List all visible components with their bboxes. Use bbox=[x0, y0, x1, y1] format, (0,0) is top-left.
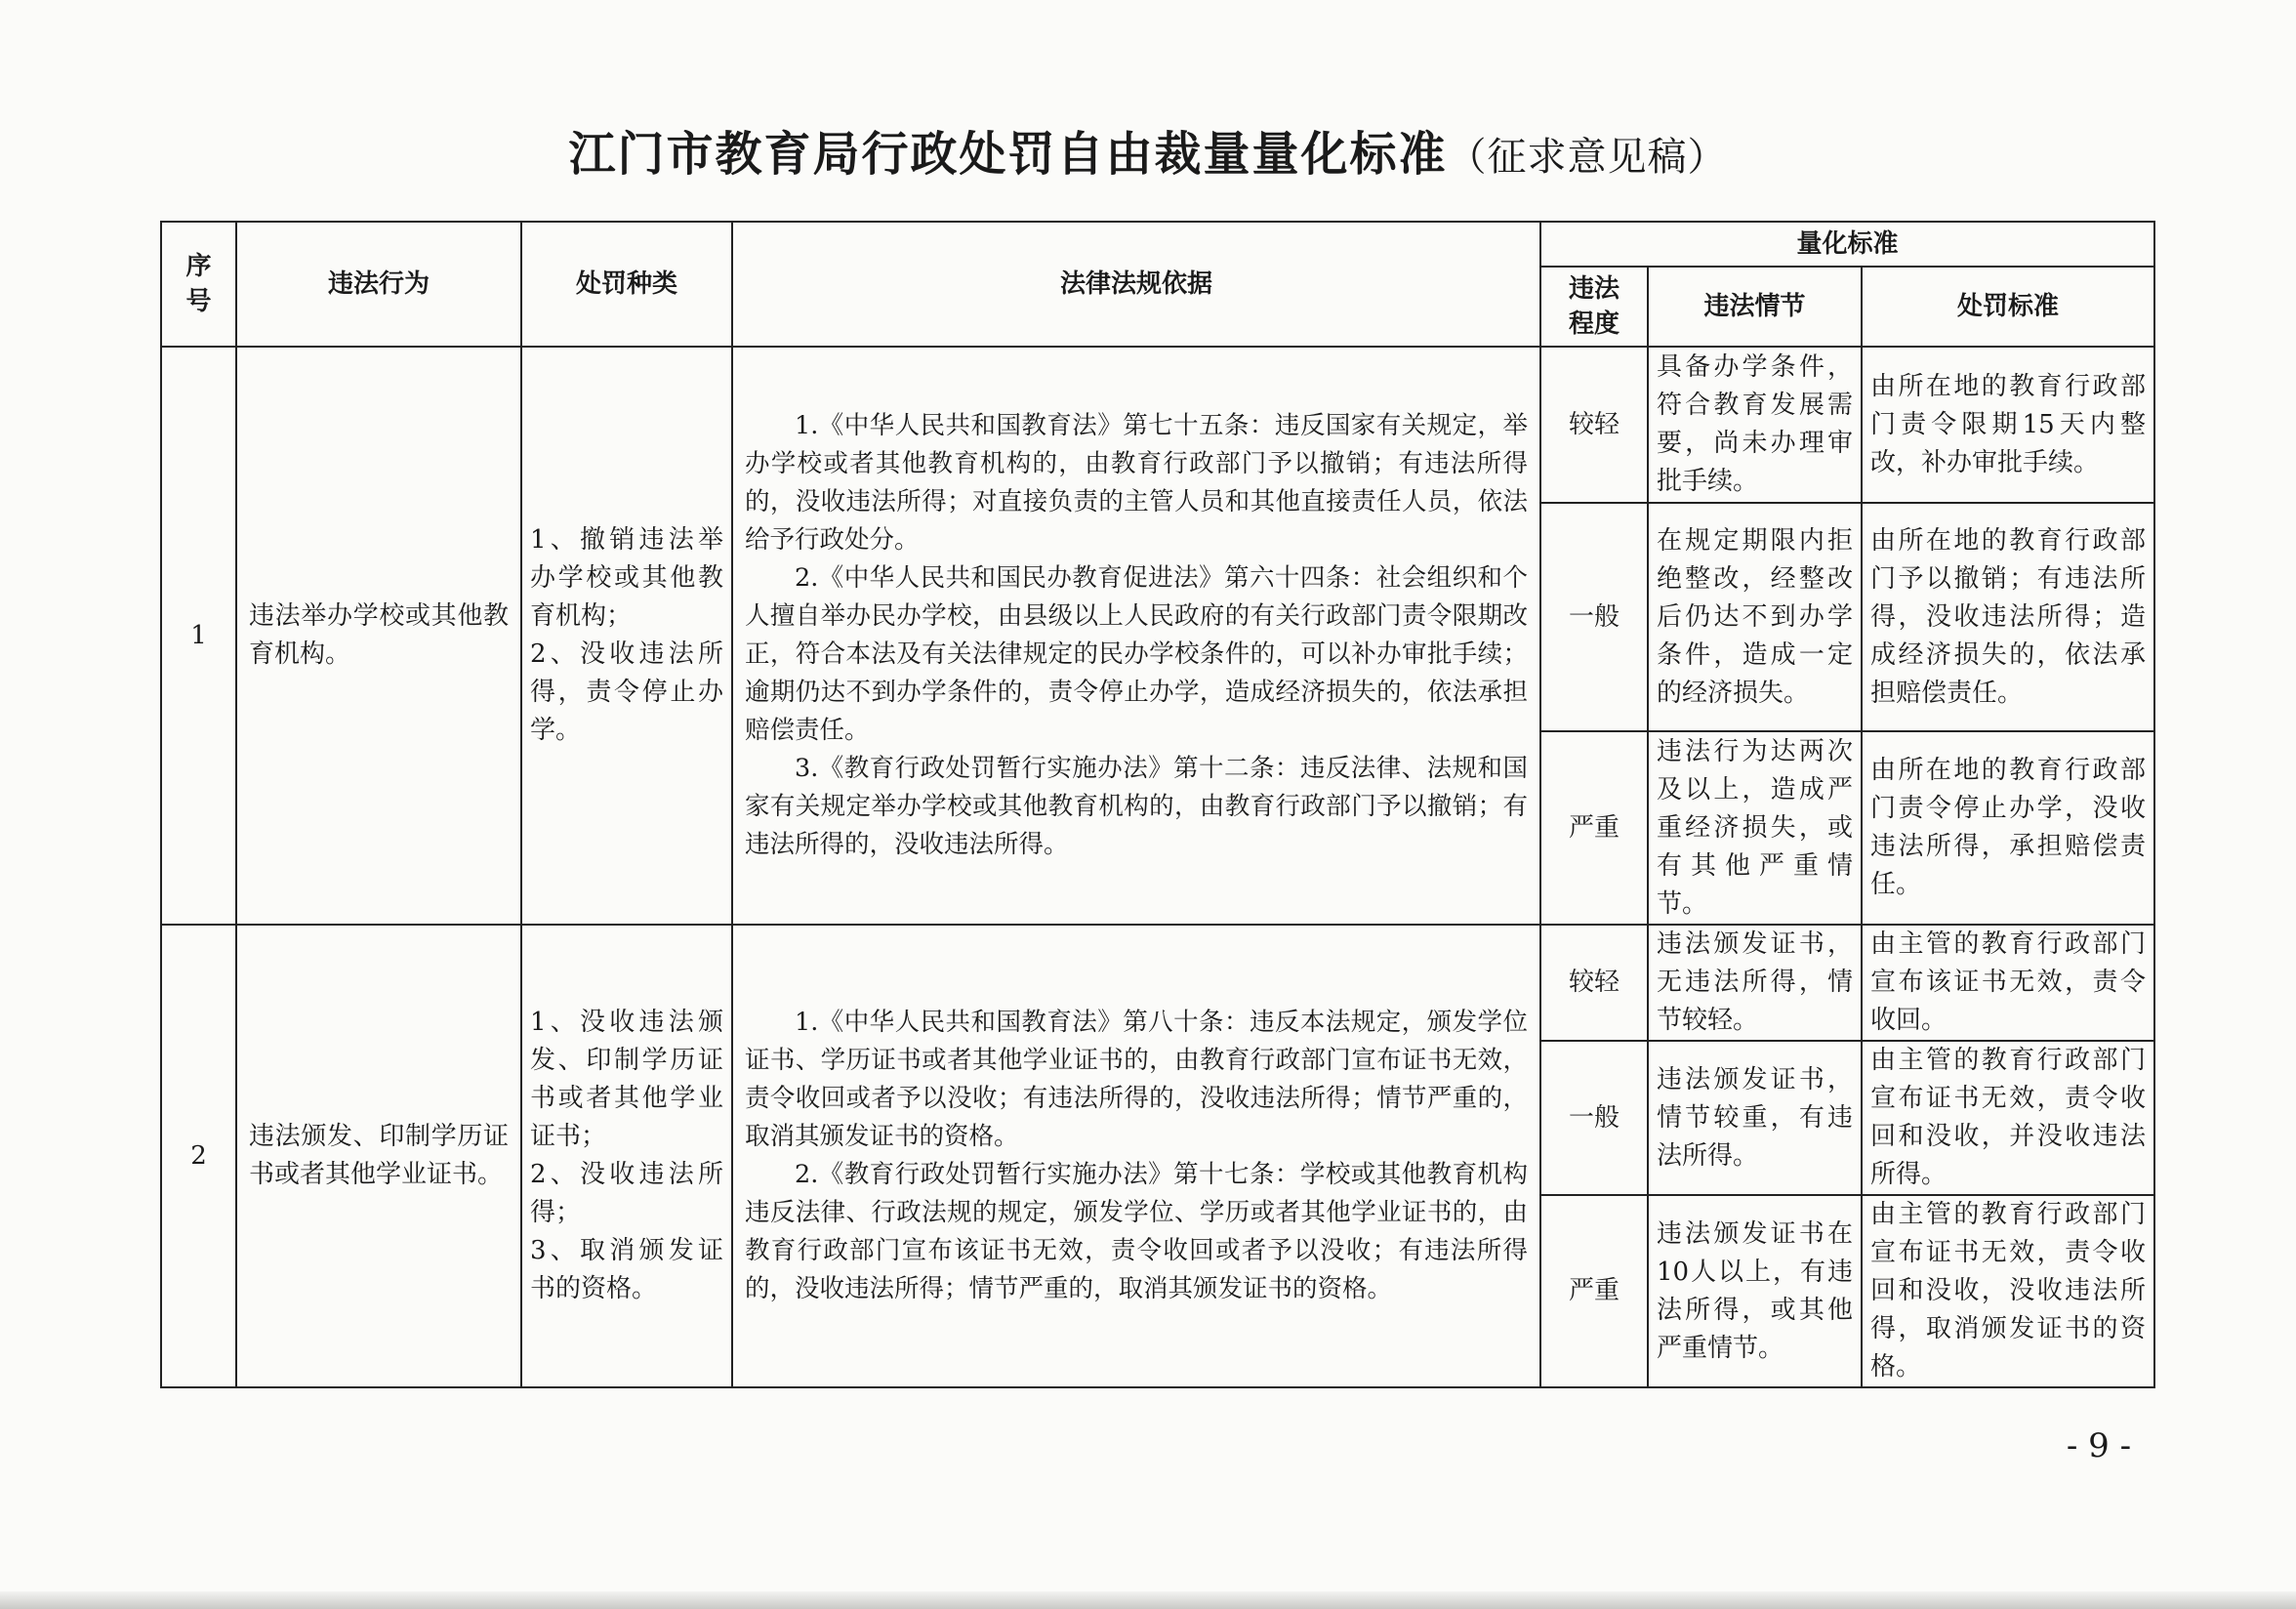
std-cell: 由主管的教育行政部门宣布证书无效，责令收回和没收，并没收违法所得。 bbox=[1862, 1041, 2154, 1195]
degree-cell: 较轻 bbox=[1540, 925, 1648, 1041]
std-cell: 由所在地的教育行政部门责令限期15天内整改，补办审批手续。 bbox=[1862, 347, 2154, 503]
basis-item: 1.《中华人民共和国教育法》第八十条：违反本法规定，颁发学位证书、学历证书或者其他学业证书的，由教育行政部门宣布证书无效，责令收回或者予以没收；有违法所得的，没收违法所得；情节严重的，取消其颁发证书的资格。 bbox=[745, 1008, 1528, 1151]
title-main: 江门市教育局行政处罚自由裁量量化标准 bbox=[568, 127, 1448, 182]
header-quant: 量化标准 bbox=[1540, 222, 2154, 267]
page-title bbox=[0, 115, 2296, 193]
scan-edge bbox=[0, 1591, 2296, 1609]
page-number: - 9 - bbox=[2066, 1426, 2132, 1465]
circ-cell: 违法颁发证书在10人以上，有违法所得，或其他严重情节。 bbox=[1648, 1195, 1862, 1387]
header-basis: 法律法规依据 bbox=[732, 222, 1540, 347]
table-row bbox=[161, 347, 2154, 503]
row-seq: 2 bbox=[161, 925, 236, 1387]
std-cell: 由所在地的教育行政部门予以撤销；有违法所得，没收违法所得；造成经济损失的，依法承担赔偿责任。 bbox=[1862, 503, 2154, 731]
std-cell: 由所在地的教育行政部门责令停止办学，没收违法所得，承担赔偿责任。 bbox=[1862, 731, 2154, 925]
header-circ: 违法情节 bbox=[1648, 267, 1862, 347]
degree-cell: 一般 bbox=[1540, 503, 1648, 731]
header-degree: 违法程度 bbox=[1540, 267, 1648, 347]
row-basis bbox=[732, 925, 1540, 1387]
std-cell: 由主管的教育行政部门宣布该证书无效，责令收回。 bbox=[1862, 925, 2154, 1041]
row-act: 违法颁发、印制学历证书或者其他学业证书。 bbox=[236, 925, 521, 1387]
basis-item: 1.《中华人民共和国教育法》第七十五条：违反国家有关规定，举办学校或者其他教育机构的，由教育行政部门予以撤销；有违法所得的，没收违法所得；对直接负责的主管人员和其他直接责任人员，依法给予行政处分。 bbox=[745, 411, 1528, 555]
circ-cell: 具备办学条件，符合教育发展需要，尚未办理审批手续。 bbox=[1648, 347, 1862, 503]
row-type: 1、没收违法颁发、印制学历证书或者其他学业证书； 2、没收违法所得； 3、取消颁发证书的资格。 bbox=[521, 925, 732, 1387]
row-basis bbox=[732, 347, 1540, 925]
std-cell: 由主管的教育行政部门宣布证书无效，责令收回和没收，没收违法所得，取消颁发证书的资格。 bbox=[1862, 1195, 2154, 1387]
circ-cell: 违法颁发证书，情节较重，有违法所得。 bbox=[1648, 1041, 1862, 1195]
circ-cell: 违法颁发证书，无违法所得，情节较轻。 bbox=[1648, 925, 1862, 1041]
circ-cell: 违法行为达两次及以上，造成严重经济损失，或有其他严重情节。 bbox=[1648, 731, 1862, 925]
basis-item: 2.《中华人民共和国民办教育促进法》第六十四条：社会组织和个人擅自举办民办学校，由县级以上人民政府的有关行政部门责令限期改正，符合本法及有关法律规定的民办学校条件的，可以补办审批手续；逾期仍达不到办学条件的，责令停止办学，造成经济损失的，依法承担赔偿责任。 bbox=[745, 563, 1528, 745]
table-row bbox=[161, 925, 2154, 1041]
degree-cell: 严重 bbox=[1540, 1195, 1648, 1387]
basis-item: 3.《教育行政处罚暂行实施办法》第十二条：违反法律、法规和国家有关规定举办学校或其他教育机构的，由教育行政部门予以撤销；有违法所得的，没收违法所得。 bbox=[745, 754, 1528, 859]
header-seq: 序号 bbox=[161, 222, 236, 347]
degree-cell: 严重 bbox=[1540, 731, 1648, 925]
header-type: 处罚种类 bbox=[521, 222, 732, 347]
standards-table bbox=[160, 221, 2155, 1388]
title-sub: （征求意见稿） bbox=[1447, 135, 1728, 180]
header-std: 处罚标准 bbox=[1862, 267, 2154, 347]
header-act: 违法行为 bbox=[236, 222, 521, 347]
degree-cell: 较轻 bbox=[1540, 347, 1648, 503]
row-type: 1、撤销违法举办学校或其他教育机构； 2、没收违法所得，责令停止办学。 bbox=[521, 347, 732, 925]
row-seq: 1 bbox=[161, 347, 236, 925]
basis-item: 2.《教育行政处罚暂行实施办法》第十七条：学校或其他教育机构违反法律、行政法规的规定，颁发学位、学历或者其他学业证书的，由教育行政部门宣布该证书无效，责令收回或者予以没收；有违法所得的，没收违法所得；情节严重的，取消其颁发证书的资格。 bbox=[745, 1160, 1528, 1303]
row-act: 违法举办学校或其他教育机构。 bbox=[236, 347, 521, 925]
degree-cell: 一般 bbox=[1540, 1041, 1648, 1195]
circ-cell: 在规定期限内拒绝整改，经整改后仍达不到办学条件，造成一定的经济损失。 bbox=[1648, 503, 1862, 731]
